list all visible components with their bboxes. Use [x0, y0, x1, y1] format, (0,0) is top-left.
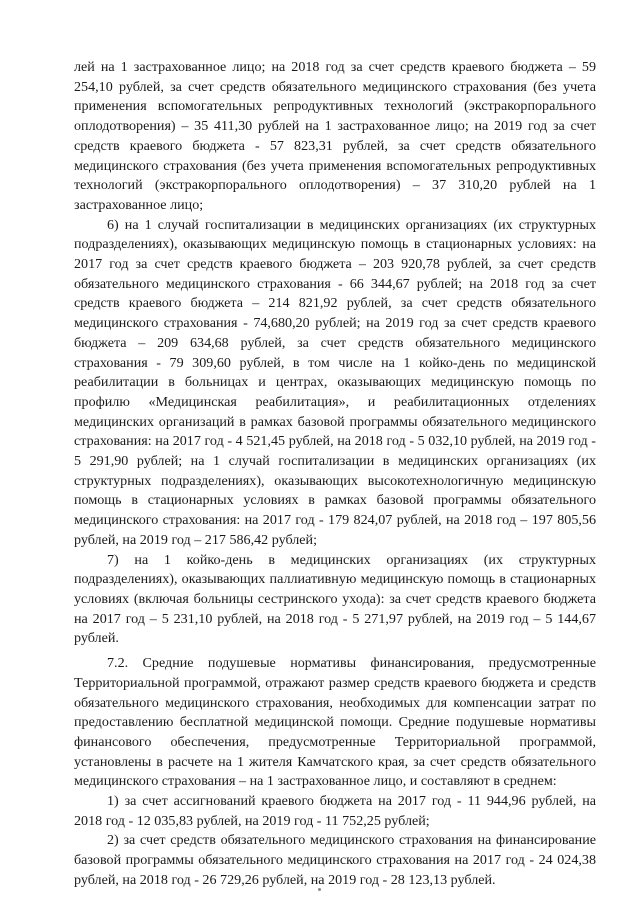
paragraph-subitem-1: 1) за счет ассигнований краевого бюджета на 2017 год - 11 944,96 рублей, на 2018 год - 12 035,83 рублей, на 2019 год - 11 752,25 рублей;	[74, 793, 596, 829]
paragraph-item-6: 6) на 1 случай госпитализации в медицинских организациях (их структурных подразделениях), оказывающих медицинскую помощь в стационарных условиях: на 2017 год за счет средств краевого бюджета – 203 920,78 рублей, за счет средств обязательного медицинского страхования - 66 344,67 рублей; на 2018 год за счет средств краевого бюджета – 214 821,92 рублей, за счет средств обязательного медицинского страхования - 74,680,20 рублей; на 2019 год за счет средств краевого бюджета – 209 634,68 рублей, за счет средств обязательного медицинского страхования - 79 309,60 рублей, в том числе на 1 койко-день по медицинской реабилитации в больницах и центрах, оказывающих медицинскую помощь по профилю «Медицинская реабилитация», и реабилитационных отделениях медицинских организаций в рамках базовой программы обязательного медицинского страхования: на 2017 год - 4 521,45 рублей, на 2018 год - 5 032,10 рублей, на 2019 год - 5 291,90 рублей; на 1 случай госпитализации в медицинских организациях (их структурных подразделениях), оказывающих высокотехнологичную медицинскую помощь в стационарных условиях в рамках базовой программы обязательного медицинского страхования: на 2017 год - 179 824,07 рублей, на 2018 год – 197 805,56 рублей, на 2019 год – 217 586,42 рублей;	[74, 216, 596, 548]
document-body	[74, 58, 596, 891]
paragraph-continuation: лей на 1 застрахованное лицо; на 2018 год за счет средств краевого бюджета – 59 254,10 рублей, за счет средств обязательного медицинского страхования (без учета применения вспомогательных репродуктивных технологий (экстракорпорального оплодотворения) – 35 411,30 рублей на 1 застрахованное лицо; на 2019 год за счет средств краевого бюджета - 57 823,31 рублей, за счет средств обязательного медицинского страхования (без учета применения вспомогательных репродуктивных технологий (экстракорпорального оплодотворения) – 37 310,20 рублей на 1 застрахованное лицо;	[74, 59, 596, 213]
paragraph-subitem-2: 2) за счет средств обязательного медицинского страхования на финансирование базовой программы обязательного медицинского страхования на 2017 год - 24 024,38 рублей, на 2018 год - 26 729,26 рублей, на 2019 год - 28 123,13 рублей.	[74, 832, 596, 888]
paragraph-section-7-2: 7.2. Средние подушевые нормативы финансирования, предусмотренные Территориальной программой, отражают размер средств краевого бюджета и средств обязательного медицинского страхования, необходимых для компенсации затрат по предоставлению бесплатной медицинской помощи. Средние подушевые нормативы финансового обеспечения, предусмотренные Территориальной программой, установлены в расчете на 1 жителя Камчатского края, за счет средств обязательного медицинского страхования – на 1 застрахованное лицо, и составляют в среднем:	[74, 655, 596, 790]
paragraph-item-7: 7) на 1 койко-день в медицинских организациях (их структурных подразделениях), оказывающих паллиативную медицинскую помощь в стационарных условиях (включая больницы сестринского ухода): за счет средств краевого бюджета на 2017 год – 5 231,10 рублей, на 2018 год - 5 271,97 рублей, на 2019 год – 5 144,67 рублей.	[74, 551, 596, 647]
scan-speck	[318, 888, 321, 891]
